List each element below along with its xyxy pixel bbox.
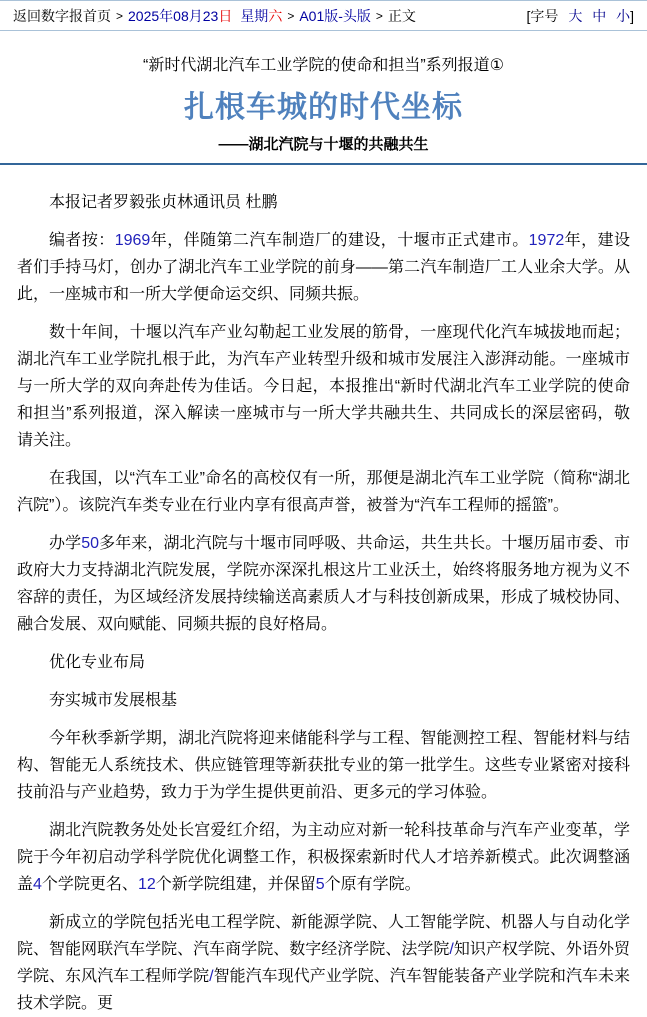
article-paragraph: 新成立的学院包括光电工程学院、新能源学院、人工智能学院、机器人与自动化学院、智能网联汽车学院、汽车商学院、数字经济学院、法学院/知识产权学院、外语外贸学院、东风汽车工程师学院/智能汽车现代产业学院、汽车智能装备产业学院和汽车未来技术学院。更	[17, 914, 630, 1012]
article-subhead: 夯实城市发展根基	[49, 692, 178, 709]
article-paragraph: 编者按：1969年，伴随第二汽车制造厂的建设，十堰市正式建市。1972年，建设者们手持马灯，创办了湖北汽车工业学院的前身——第二汽车制造厂工人业余大学。从此，一座城市和一所大学便命运交织、同频共振。	[17, 232, 630, 303]
date-link[interactable]	[128, 6, 282, 26]
date-text: 2025年08月23	[128, 7, 219, 24]
fontsize-label-close: ]	[630, 7, 634, 24]
article-body	[0, 189, 647, 1017]
article-paragraph: 在我国，以“汽车工业”命名的高校仅有一所，那便是湖北汽车工业学院（简称“湖北汽院”）。该院汽车类专业在行业内享有很高声誉，被誉为“汽车工程师的摇篮”。	[17, 470, 630, 514]
header-divider	[0, 163, 647, 165]
breadcrumb	[13, 6, 416, 26]
current-section-label: 正文	[387, 7, 416, 24]
weekday-text: 星期	[240, 7, 269, 24]
top-bar	[0, 0, 647, 31]
series-kicker: “新时代湖北汽车工业学院的使命和担当”系列报道①	[142, 57, 504, 74]
article-subhead: 优化专业布局	[49, 654, 146, 671]
fontsize-large-button[interactable]: 大	[568, 7, 583, 24]
home-link[interactable]: 返回数字报首页	[13, 7, 111, 24]
article-title: 扎根车城的时代坐标	[184, 91, 463, 124]
article-paragraph: 数十年间，十堰以汽车产业勾勒起工业发展的筋骨，一座现代化汽车城拔地而起；湖北汽车工业学院扎根于此，为汽车产业转型升级和城市发展注入澎湃动能。一座城市与一所大学的双向奔赴传为佳话。今日起，本报推出“新时代湖北汽车工业学院的使命和担当”系列报道，深入解读一座城市与一所大学共融共生、共同成长的深层密码，敬请关注。	[17, 324, 630, 449]
breadcrumb-separator: >	[287, 8, 295, 23]
breadcrumb-separator: >	[116, 8, 124, 23]
article-paragraph: 今年秋季新学期，湖北汽院将迎来储能科学与工程、智能测控工程、智能材料与结构、智能无人系统技术、供应链管理等新获批专业的第一批学生。这些专业紧密对接科技前沿与产业趋势，致力于为学生提供更前沿、更多元的学习体验。	[17, 730, 630, 801]
fontsize-control	[527, 6, 634, 26]
breadcrumb-separator: >	[375, 8, 383, 23]
weekday-char: 六	[268, 7, 283, 24]
article-byline: 本报记者罗毅张贞林通讯员 杜鹏	[49, 194, 278, 211]
date-day-char: 日	[218, 7, 233, 24]
fontsize-label: [字号	[526, 7, 559, 24]
fontsize-small-button[interactable]: 小	[616, 7, 631, 24]
fontsize-medium-button[interactable]: 中	[592, 7, 607, 24]
article-subtitle: ——湖北汽院与十堰的共融共生	[218, 136, 429, 153]
edition-link[interactable]: A01版-头版	[299, 7, 371, 24]
article-paragraph: 湖北汽院教务处处长宫爱红介绍，为主动应对新一轮科技革命与汽车产业变革，学院于今年初启动学科学院优化调整工作，积极探索新时代人才培养新模式。此次调整涵盖4个学院更名、12个新学院组建，并保留5个原有学院。	[17, 822, 630, 893]
article-paragraph: 办学50多年来，湖北汽院与十堰市同呼吸、共命运，共生共长。十堰历届市委、市政府大力支持湖北汽院发展，学院亦深深扎根这片工业沃土，始终将服务地方视为义不容辞的责任，为区域经济发展持续输送高素质人才与科技创新成果，形成了城校协同、融合发展、双向赋能、同频共振的良好格局。	[17, 535, 630, 633]
